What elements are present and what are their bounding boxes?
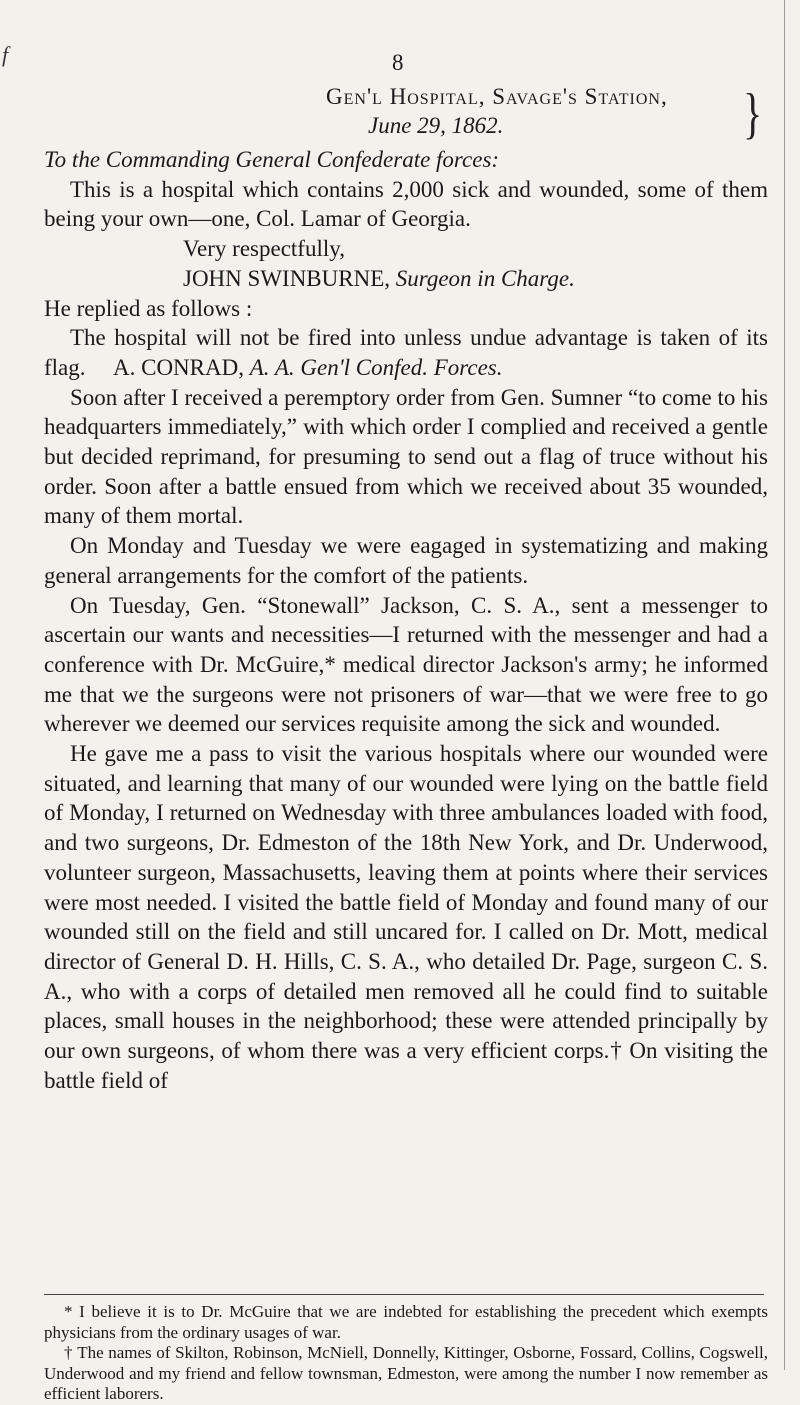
letter-signature (44, 264, 768, 294)
signature-title: Surgeon in Charge. (395, 265, 575, 291)
footnote: † The names of Skilton, Robinson, McNiell, Donnelly, Kittinger, Osborne, Fossard, Collins, Cogswell, Underwood and my friend and fellow townsman, Edmeston, were among the number I now remember as efficient laborers. (44, 1343, 768, 1403)
footnote: * I believe it is to Dr. McGuire that we are indebted for establishing the precedent which exempts physicians from the ordinary usages of war. (44, 1302, 768, 1342)
signature-name: JOHN SWINBURNE, (183, 265, 390, 291)
footnote-rule (44, 1294, 764, 1295)
brace-mark: } (743, 81, 763, 145)
reply-signer-title: A. A. Gen'l Confed. Forces. (249, 354, 503, 380)
reply-intro: He replied as follows : (44, 295, 253, 321)
letter-body: This is a hospital which contains 2,000 sick and wounded, some of them being your own—one, Col. Lamar of Georgia. (44, 176, 768, 232)
heading-date: June 29, 1862. (368, 113, 504, 138)
heading-place: Gen'l Hospital, Savage's Station, (326, 84, 668, 109)
paragraph: On Monday and Tuesday we were eagaged in systematizing and making general arrangements for the comfort of the patients. (44, 533, 768, 588)
margin-mark: f (2, 42, 9, 67)
main-text (44, 145, 768, 1096)
paragraph: On Tuesday, Gen. “Stonewall” Jackson, C. S. A., sent a messenger to ascertain our wants and necessities—I returned with the messenger and had a conference with Dr. McGuire,* medical director Jackson's army; he informed me that we the surgeons were not prisoners of war—that we were free to go wherever we deemed our services requisite among the sick and wounded. (44, 592, 768, 737)
paragraph: He gave me a pass to visit the various hospitals where our wounded were situated, and learning that many of our wounded were lying on the battle field of Monday, I returned on Wednesday with three ambulances loaded with food, and two surgeons, Dr. Edmeston of the 18th New York, and Dr. Underwood, volunteer surgeon, Massachusetts, leaving them at points where their services were most needed. I visited the battle field of Monday and found many of our wounded still on the field and still uncared for. I called on Dr. Mott, medical director of General D. H. Hills, C. S. A., who detailed Dr. Page, surgeon C. S. A., who with a corps of detailed men removed all he could find to suitable places, small houses in the neighborhood; these were attended principally by our own surgeons, of whom there was a very efficient corps.† On visiting the battle field of (44, 741, 768, 1093)
page-number: 8 (392, 50, 404, 75)
reply-note (44, 323, 768, 382)
footnotes (44, 1302, 768, 1405)
letter-closing: Very respectfully, (183, 236, 345, 262)
paragraph: Soon after I received a peremptory order from Gen. Sumner “to come to his headquarters immediately,” with which order I complied and received a gentle but decided reprimand, for presuming to send out a flag of truce without his order. Soon after a battle ensued from which we received about 35 wounded, many of them mortal. (44, 384, 768, 529)
letter-heading (326, 82, 746, 140)
reply-text: The hospital will not be fired into unless undue advantage is taken of its flag. (44, 325, 768, 380)
letter-salutation: To the Commanding General Confederate forces: (44, 147, 500, 172)
reply-signer: A. CONRAD, (113, 354, 244, 380)
page-edge-line (784, 0, 785, 1370)
